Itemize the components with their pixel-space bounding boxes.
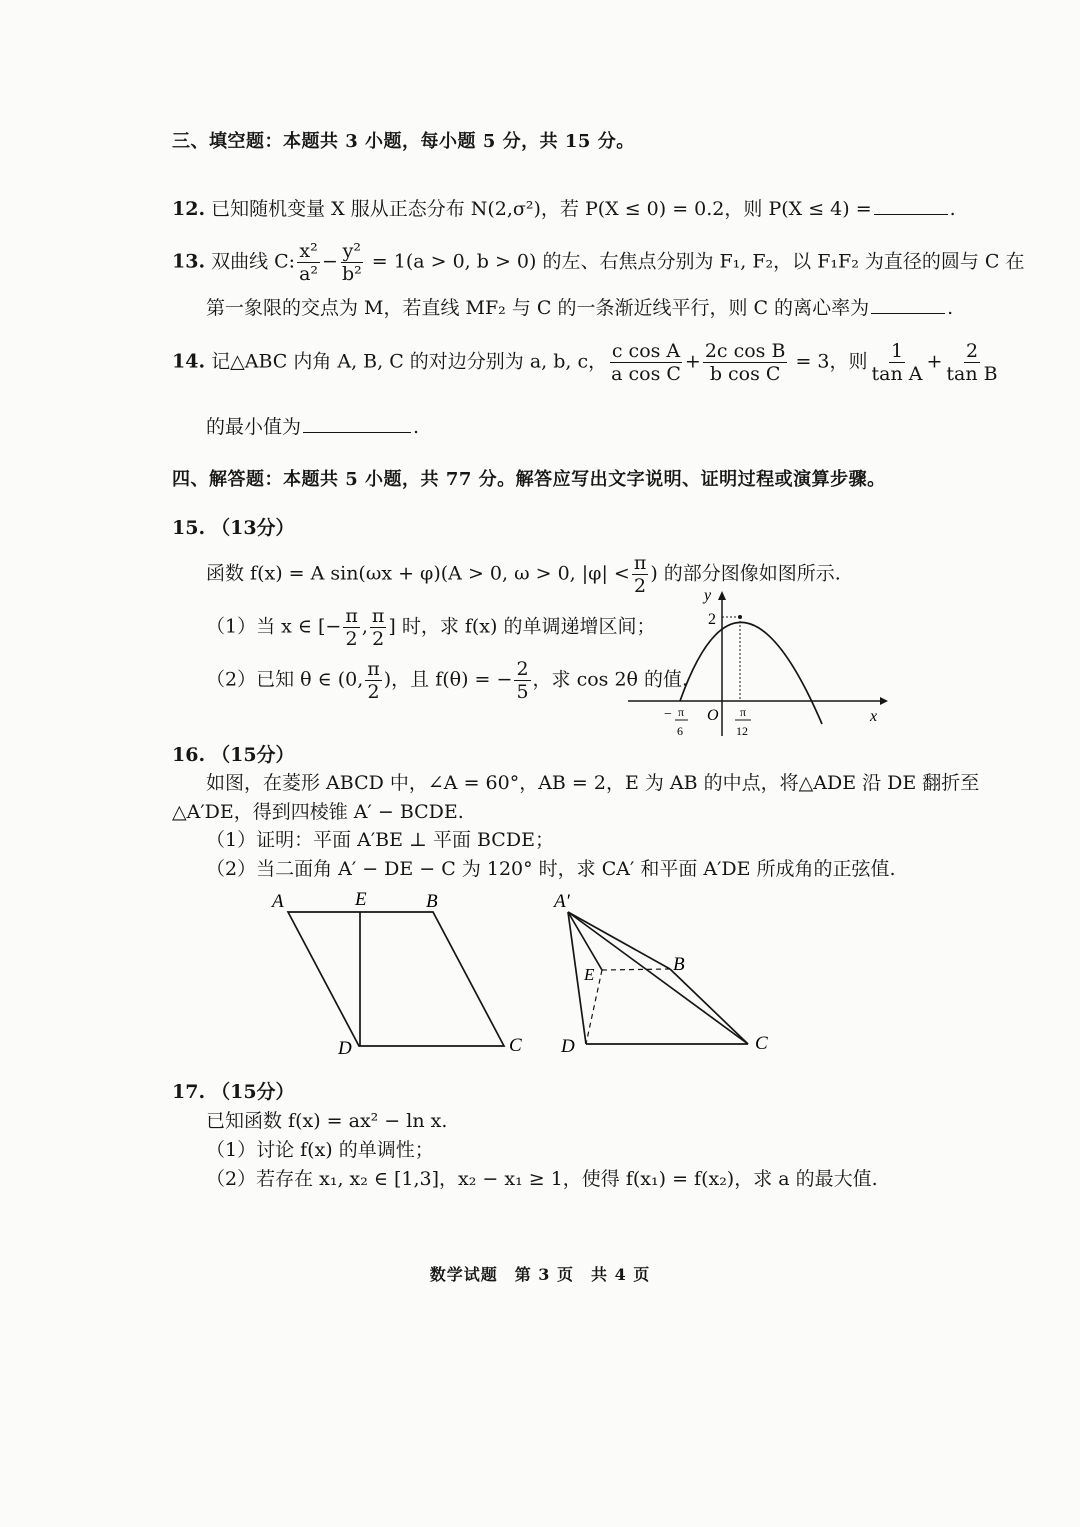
origin-label: O	[707, 707, 719, 724]
vertex-e-label: E	[584, 965, 595, 984]
rhombus-figure	[262, 886, 534, 1062]
part-2-mid: )，且 f(θ) = −	[383, 668, 513, 691]
fraction-numerator: π	[367, 658, 380, 680]
section-4-heading: 四、解答题：本题共 5 小题，共 77 分。解答应写出文字说明、证明过程或演算步骤。	[172, 469, 886, 490]
part-2-suffix: ，求 cos 2θ 的值.	[532, 668, 689, 691]
question-14-line-2	[206, 414, 419, 439]
vertex-b-label: B	[426, 891, 438, 912]
section-3-heading: 三、填空题：本题共 3 小题，每小题 5 分，共 15 分。	[172, 131, 635, 152]
tick-1-numerator: π	[678, 705, 685, 719]
fraction-1-tanA	[870, 340, 925, 385]
vertex-c-label: C	[755, 1033, 768, 1054]
fraction-2-5	[514, 658, 530, 703]
fraction-numerator: π	[345, 605, 358, 627]
fraction-ccosA-acosC	[609, 340, 683, 385]
fraction-numerator: π	[633, 552, 647, 574]
part-1-separator: ,	[361, 615, 368, 638]
question-15-stem-suffix: ) 的部分图像如图所示.	[650, 562, 841, 585]
part-1-suffix: ] 时，求 f(x) 的单调递增区间；	[388, 615, 656, 638]
fraction-y2-b2	[340, 240, 364, 285]
answer-blank-12	[874, 196, 948, 215]
question-17-part-1: （1）讨论 f(x) 的单调性；	[206, 1139, 434, 1161]
y-axis-label: y	[704, 587, 712, 604]
rhombus-abcd	[288, 912, 504, 1046]
question-14-line-1: 14. 记△ABC 内角 A, B, C 的对边分别为 a, b, c， $\frac{\text{c cos A}}{\text{a cos C}}$ + $\frac{\text{2c cos B}}{\text{b cos C}}$ = 3，则 $\frac{1}{\text{tan A}}$ + $\frac{2}{\text{tan B}}$	[172, 340, 998, 385]
fraction-denominator: b cos C	[709, 363, 781, 385]
fraction-numerator: 2	[516, 658, 529, 680]
fraction-denominator: a cos C	[611, 363, 681, 385]
question-15-part-2	[206, 658, 688, 703]
question-15-number: 15.	[172, 517, 206, 539]
fraction-denominator: a²	[299, 263, 319, 285]
tick-minus-sign: −	[664, 707, 672, 722]
question-16-score: （15分）	[211, 744, 295, 766]
fraction-numerator: c cos A	[611, 340, 681, 362]
fraction-numerator: π	[371, 605, 385, 627]
y-axis-arrow-icon	[718, 591, 726, 600]
vertex-d-label: D	[338, 1038, 352, 1059]
fraction-numerator: 2c cos B	[704, 340, 786, 362]
pyramid-figure	[548, 886, 780, 1062]
fraction-denominator: 2	[634, 575, 647, 597]
question-17-part-2: （2）若存在 x₁, x₂ ∈ [1,3]，x₂ − x₁ ≥ 1，使得 f(x₁) = f(x₂)，求 a 的最大值.	[206, 1168, 878, 1190]
tick-2-denominator: 12	[736, 724, 748, 738]
fraction-denominator: 5	[516, 681, 529, 703]
edge-a-c	[568, 912, 748, 1044]
question-14-line-2-text: 的最小值为	[206, 416, 302, 438]
part-1-prefix: （1）当 x ∈ [−	[206, 615, 342, 638]
fraction-x2-a2	[297, 240, 320, 285]
question-12-end: .	[949, 198, 956, 220]
fraction-numerator: 1	[890, 340, 904, 362]
x-axis-label: x	[870, 708, 878, 725]
question-14-number: 14.	[172, 350, 206, 373]
question-16-line-1: 如图，在菱形 ABCD 中，∠A = 60°，AB = 2，E 为 AB 的中点，将△ADE 沿 DE 翻折至	[206, 772, 980, 794]
question-15-stem-prefix: 函数 f(x) = A sin(ωx + φ)(A > 0, ω > 0, |φ| <	[206, 562, 630, 585]
question-12-number: 12.	[172, 198, 206, 220]
tick-1-denominator: 6	[677, 724, 683, 738]
fraction-2ccosB-bcosC	[703, 340, 788, 385]
question-17-stem: 已知函数 f(x) = ax² − ln x.	[206, 1110, 448, 1132]
fraction-denominator: tan B	[946, 363, 998, 385]
question-16-part-2: （2）当二面角 A′ − DE − C 为 120° 时，求 CA′ 和平面 A′DE 所成角的正弦值.	[206, 858, 896, 880]
fraction-denominator: b²	[341, 263, 362, 285]
question-16-number: 16.	[172, 744, 206, 766]
edge-b-c	[670, 969, 748, 1044]
question-16-header	[172, 743, 295, 767]
answer-blank-13	[871, 295, 945, 314]
page-footer: 数学试题 第 3 页 共 4 页	[429, 1265, 651, 1284]
question-13-continuation: = 1(a > 0, b > 0) 的左、右焦点分别为 F₁, F₂，以 F₁F₂ 为直径的圆与 C 在	[365, 250, 1025, 273]
question-17-header	[172, 1080, 295, 1104]
question-16-part-1: （1）证明：平面 A′BE ⊥ 平面 BCDE；	[206, 829, 554, 851]
question-17-number: 17.	[172, 1081, 206, 1103]
question-13-end: .	[947, 297, 954, 319]
question-13-line-2	[206, 295, 953, 320]
max-point	[738, 615, 742, 619]
fraction-denominator: 2	[345, 628, 358, 650]
question-16-line-2: △A′DE，得到四棱锥 A′ − BCDE.	[172, 801, 464, 823]
x-axis-arrow-icon	[880, 697, 888, 705]
question-13-number: 13.	[172, 250, 206, 273]
fraction-pi-2	[370, 605, 387, 650]
vertex-e-label: E	[355, 889, 367, 910]
question-14-mid: = 3，则	[789, 350, 868, 373]
vertex-a-prime-label: A′	[554, 891, 570, 912]
fraction-numerator: 2	[965, 340, 979, 362]
answer-blank-14	[303, 414, 411, 433]
hidden-edge-e-b	[602, 969, 670, 970]
question-14-prefix: 记△ABC 内角 A, B, C 的对边分别为 a, b, c，	[211, 350, 608, 373]
fraction-numerator: x²	[299, 240, 318, 262]
question-15-header	[172, 516, 295, 540]
question-14-end: .	[413, 416, 420, 438]
question-15-score: （13分）	[211, 517, 295, 539]
vertex-b-label: B	[673, 954, 685, 975]
vertex-a-label: A	[272, 891, 284, 912]
vertex-d-label: D	[561, 1036, 575, 1057]
fraction-denominator: tan A	[871, 363, 923, 385]
fraction-denominator: 2	[367, 681, 380, 703]
question-13-prefix: 双曲线 C:	[211, 250, 296, 273]
fraction-denominator: 2	[372, 628, 385, 650]
edge-a-b	[568, 912, 670, 969]
fraction-pi-2	[365, 658, 382, 703]
max-value-label: 2	[708, 611, 716, 628]
fraction-2-tanB	[944, 340, 999, 385]
question-17-score: （15分）	[211, 1081, 295, 1103]
question-15-part-1	[206, 605, 655, 650]
question-12-text: 已知随机变量 X 服从正态分布 N(2,σ²)，若 P(X ≤ 0) = 0.2，则 P(X ≤ 4) =	[211, 198, 872, 220]
fraction-pi-2	[343, 605, 360, 650]
question-13-line-2-text: 第一象限的交点为 M，若直线 MF₂ 与 C 的一条渐近线平行，则 C 的离心率为	[206, 297, 870, 319]
sine-curve	[680, 622, 822, 724]
fraction-numerator: y²	[342, 240, 362, 262]
sine-graph	[622, 584, 890, 744]
question-13-line-1: 13. 双曲线 C: $\frac{\text{x²}}{\text{a²}}$ − $\frac{\text{y²}}{\text{b²}}$ = 1(a > 0, b > 0) 的左、右焦点分别为 F₁, F₂，以 F₁F₂ 为直径的圆与 C 在	[172, 240, 1025, 285]
tick-2-numerator: π	[740, 705, 747, 719]
part-2-prefix: （2）已知 θ ∈ (0,	[206, 668, 364, 691]
question-12	[172, 196, 956, 221]
vertex-c-label: C	[509, 1035, 522, 1056]
